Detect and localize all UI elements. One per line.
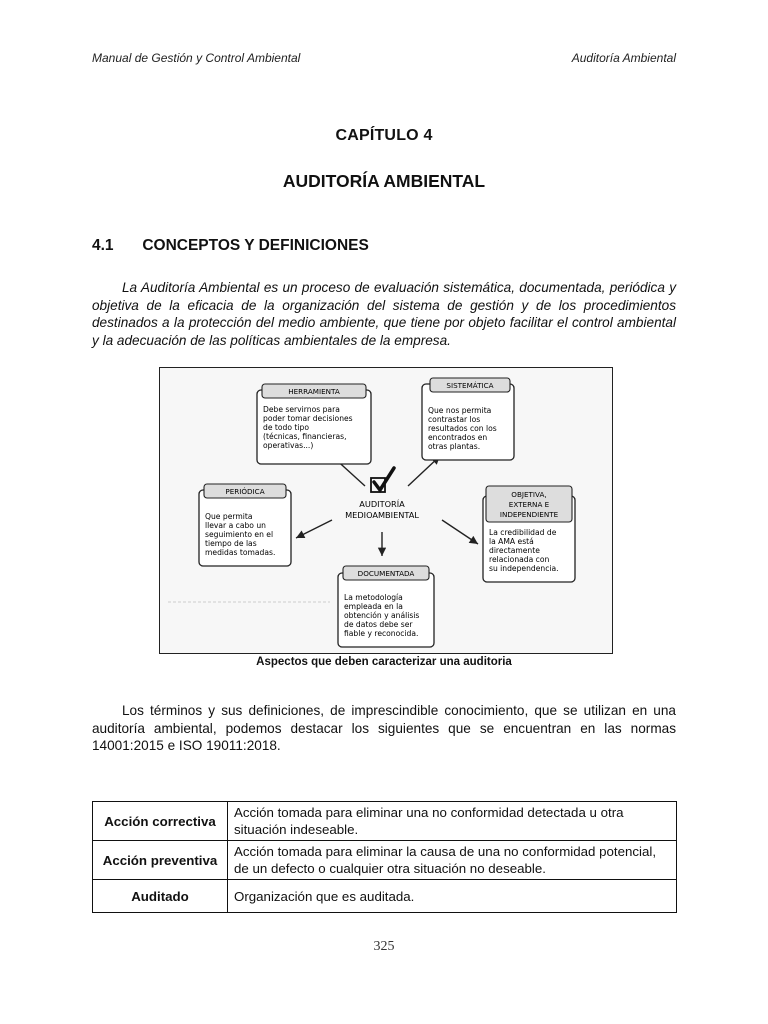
definition-term: Acción correctiva: [93, 802, 228, 841]
box-sistematica-line: resultados con los: [428, 424, 497, 433]
box-herramienta-line: de todo tipo: [263, 423, 309, 432]
box-sistematica: [422, 378, 514, 460]
box-periodica: [199, 484, 291, 566]
box-objetiva-title: EXTERNA E: [508, 500, 550, 509]
intro-paragraph: La Auditoría Ambiental es un proceso de evaluación sistemática, documentada, periódica y objetiva de la eficacia de la organización del sistema de gestión y de los procedimientos destinados a la protección del medio ambiente, que tiene por objeto facilitar el control ambiental y la adecuación de las políticas ambientales de la empresa.: [92, 280, 676, 348]
box-documentada-line: obtención y análisis: [344, 611, 420, 620]
box-documentada: [338, 566, 434, 647]
box-periodica-line: tiempo de las: [205, 539, 257, 548]
table-row: [93, 841, 677, 880]
box-objetiva-line: su independencia.: [489, 564, 559, 573]
box-objetiva-line: La credibilidad de: [489, 528, 557, 537]
box-documentada-line: empleada en la: [344, 602, 403, 611]
chapter-label: CAPÍTULO 4: [335, 127, 433, 144]
figure-caption: Aspectos que deben caracterizar una auditoria: [256, 656, 512, 668]
running-header-right: Auditoría Ambiental: [571, 51, 676, 65]
box-objetiva-line: la AMA está: [489, 537, 534, 546]
section-heading: [92, 237, 369, 255]
section-title: CONCEPTOS Y DEFINICIONES: [142, 237, 369, 254]
box-objetiva-line: directamente: [489, 546, 540, 555]
box-sistematica-line: Que nos permita: [428, 406, 492, 415]
box-sistematica-line: encontrados en: [428, 433, 488, 442]
table-row: [93, 802, 677, 841]
box-documentada-line: La metodología: [344, 593, 403, 602]
box-herramienta-line: (técnicas, financieras,: [263, 432, 347, 441]
definition-text: Acción tomada para eliminar la causa de una no conformidad potencial, de un defecto o cualquier otra situación no deseable.: [228, 841, 677, 880]
running-header-left: Manual de Gestión y Control Ambiental: [92, 51, 301, 65]
check-mark-icon: [374, 468, 394, 490]
box-herramienta-line: poder tomar decisiones: [263, 414, 353, 423]
box-periodica-line: llevar a cabo un: [205, 521, 266, 530]
box-periodica-title: PERIÓDICA: [225, 487, 265, 496]
section-number: 4.1: [92, 237, 114, 254]
page-number: 325: [373, 939, 395, 954]
box-sistematica-line: contrastar los: [428, 415, 481, 424]
arrow-to-objetiva: [442, 520, 478, 544]
box-herramienta: [257, 384, 371, 464]
box-documentada-title: DOCUMENTADA: [357, 569, 415, 578]
box-herramienta-line: operativas...): [263, 441, 314, 450]
box-objetiva-title: OBJETIVA,: [511, 490, 547, 499]
box-objetiva: [483, 486, 575, 582]
box-objetiva-line: relacionada con: [489, 555, 550, 564]
box-herramienta-title: HERRAMIENTA: [288, 387, 340, 396]
arrow-to-periodica: [296, 520, 332, 538]
box-herramienta-line: Debe servirnos para: [263, 405, 340, 414]
definition-text: Organización que es auditada.: [228, 880, 677, 913]
table-row: [93, 880, 677, 913]
definitions-table: [92, 801, 677, 913]
definition-term: Acción preventiva: [93, 841, 228, 880]
box-sistematica-line: otras plantas.: [428, 442, 481, 451]
box-periodica-line: Que permita: [205, 512, 253, 521]
audit-aspects-diagram: [159, 367, 613, 654]
box-periodica-line: medidas tomadas.: [205, 548, 276, 557]
box-documentada-line: fiable y reconocida.: [344, 629, 419, 638]
center-node: [345, 468, 419, 520]
definition-text: Acción tomada para eliminar una no conformidad detectada u otra situación indeseable.: [228, 802, 677, 841]
chapter-title: AUDITORÍA AMBIENTAL: [282, 171, 486, 191]
box-objetiva-title: INDEPENDIENTE: [499, 510, 559, 519]
box-periodica-line: seguimiento en el: [205, 530, 274, 539]
definition-term: Auditado: [93, 880, 228, 913]
terms-intro-paragraph: Los términos y sus definiciones, de imprescindible conocimiento, que se utilizan en una auditoría ambiental, podemos destacar los siguientes que se encuentran en las normas 14001:2015 e ISO 19011:2018.: [92, 703, 676, 754]
box-documentada-line: de datos debe ser: [344, 620, 413, 629]
center-label-2: MEDIOAMBIENTAL: [345, 510, 419, 520]
box-sistematica-title: SISTEMÁTICA: [446, 381, 494, 390]
center-label-1: AUDITORÍA: [359, 499, 405, 509]
